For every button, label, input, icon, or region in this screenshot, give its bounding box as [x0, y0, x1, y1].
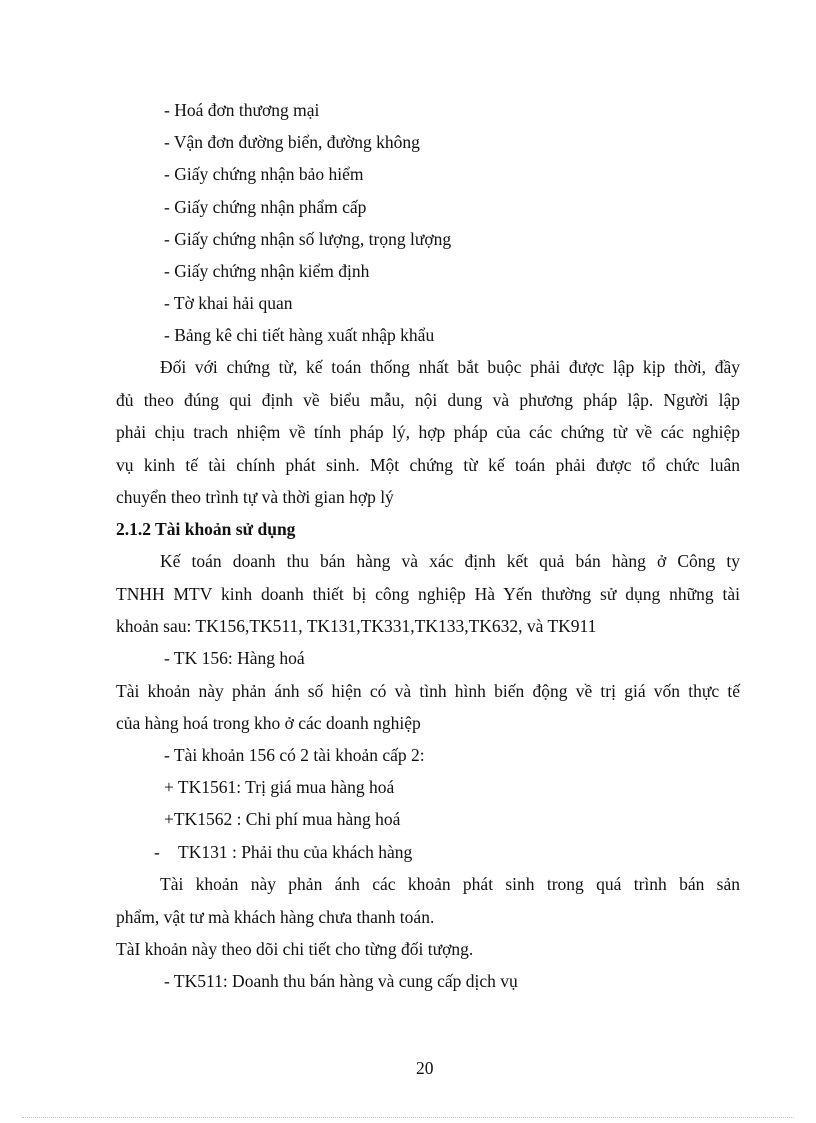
tk131-label: TK131 : Phải thu của khách hàng	[178, 842, 413, 862]
para2-line-1: Kế toán doanh thu bán hàng và xác định kết quả bán hàng ở Công ty	[160, 551, 740, 571]
tk156-label: - TK 156: Hàng hoá	[164, 648, 305, 668]
footer-rule	[22, 1117, 794, 1118]
list-item-bill-of-lading: - Vận đơn đường biển, đường không	[164, 132, 420, 152]
list-item-insurance-certificate: - Giấy chứng nhận bảo hiểm	[164, 164, 364, 184]
list-item-commercial-invoice: - Hoá đơn thương mại	[164, 100, 320, 120]
para2-line-2: TNHH MTV kinh doanh thiết bị công nghiệp Hà Yến thường sử dụng những tài	[116, 584, 740, 604]
para1-line-5: chuyển theo trình tự và thời gian hợp lý	[116, 487, 394, 507]
tk131-desc-line-1: Tài khoản này phản ánh các khoản phát sinh trong quá trình bán sản	[160, 874, 740, 894]
tk131-desc-line-2: phẩm, vật tư mà khách hàng chưa thanh toán.	[116, 907, 435, 927]
tk156-desc-line-1: Tài khoản này phản ánh số hiện có và tình hình biến động về trị giá vốn thực tế	[116, 681, 740, 701]
tk1562-item: +TK1562 : Chi phí mua hàng hoá	[164, 809, 401, 829]
tk156-sub-intro: - Tài khoản 156 có 2 tài khoản cấp 2:	[164, 745, 425, 765]
para1-line-2: đủ theo đúng qui định về biểu mẫu, nội dung và phương pháp lập. Người lập	[116, 390, 740, 410]
tk1561-item: + TK1561: Trị giá mua hàng hoá	[164, 777, 395, 797]
tk131-note: TàI khoản này theo dõi chi tiết cho từng đối tượng.	[116, 939, 474, 959]
tk131-dash: -	[154, 842, 160, 862]
para1-line-4: vụ kinh tế tài chính phát sinh. Một chứng từ kế toán phải được tổ chức luân	[116, 455, 740, 475]
list-item-quality-certificate: - Giấy chứng nhận phẩm cấp	[164, 197, 367, 217]
page-number: 20	[416, 1058, 434, 1078]
list-item-customs-declaration: - Tờ khai hải quan	[164, 293, 293, 313]
tk511-label: - TK511: Doanh thu bán hàng và cung cấp dịch vụ	[164, 971, 518, 991]
para1-line-1: Đối với chứng từ, kế toán thống nhất bắt buộc phải được lập kịp thời, đầy	[160, 357, 740, 377]
para2-line-3: khoản sau: TK156,TK511, TK131,TK331,TK133,TK632, và TK911	[116, 616, 597, 636]
list-item-inspection-certificate: - Giấy chứng nhận kiểm định	[164, 261, 370, 281]
list-item-goods-detail-list: - Bảng kê chi tiết hàng xuất nhập khẩu	[164, 325, 435, 345]
para1-line-3: phải chịu trach nhiệm về tính pháp lý, hợp pháp của các chứng từ về các nghiệp	[116, 422, 740, 442]
list-item-quantity-weight-certificate: - Giấy chứng nhận số lượng, trọng lượng	[164, 229, 452, 249]
section-heading: 2.1.2 Tài khoản sử dụng	[116, 519, 296, 539]
tk156-desc-line-2: của hàng hoá trong kho ở các doanh nghiệp	[116, 713, 421, 733]
